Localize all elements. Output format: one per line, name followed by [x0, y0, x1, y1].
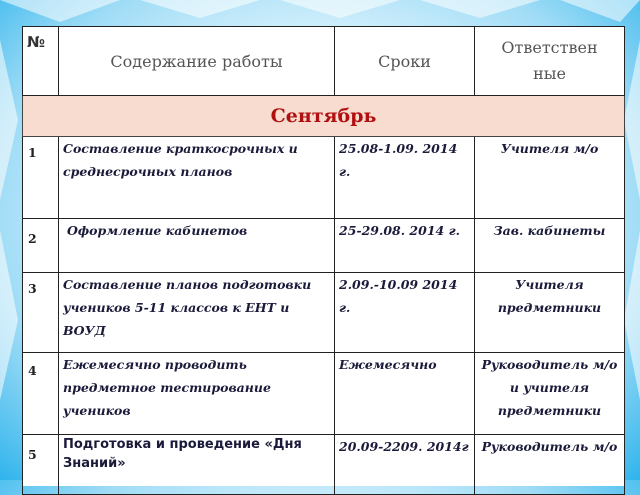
month-label: Сентябрь	[23, 96, 625, 137]
row-responsible: Руководитель м/о и учителя предметники	[475, 353, 625, 435]
table-row	[23, 435, 625, 495]
row-responsible: Учителя м/о	[475, 137, 625, 219]
table-row	[23, 137, 625, 219]
row-responsible: Учителя предметники	[475, 273, 625, 353]
row-work: Подготовка и проведение «Дня Знаний»	[59, 435, 335, 495]
month-row	[23, 96, 625, 137]
row-number: 4	[23, 353, 59, 435]
header-responsible: Ответствен ные	[475, 27, 625, 96]
row-work: Составление краткосрочных и среднесрочных планов	[59, 137, 335, 219]
row-work: Оформление кабинетов	[59, 219, 335, 273]
row-number: 5	[23, 435, 59, 495]
header-content: Содержание работы	[59, 27, 335, 96]
row-dates: 25.08-1.09. 2014 г.	[335, 137, 475, 219]
row-dates: Ежемесячно	[335, 353, 475, 435]
plan-sheet	[22, 26, 624, 486]
table-row	[23, 353, 625, 435]
row-number: 1	[23, 137, 59, 219]
row-responsible: Зав. кабинеты	[475, 219, 625, 273]
row-work: Ежемесячно проводить предметное тестирование учеников	[59, 353, 335, 435]
row-dates: 20.09-2209. 2014г	[335, 435, 475, 495]
row-number: 2	[23, 219, 59, 273]
header-number: №	[23, 27, 59, 96]
row-number: 3	[23, 273, 59, 353]
row-dates: 25-29.08. 2014 г.	[335, 219, 475, 273]
row-dates: 2.09.-10.09 2014 г.	[335, 273, 475, 353]
table-row	[23, 273, 625, 353]
header-dates: Сроки	[335, 27, 475, 96]
work-plan-table	[22, 26, 625, 495]
table-header-row	[23, 27, 625, 96]
table-row	[23, 219, 625, 273]
row-responsible: Руководитель м/о	[475, 435, 625, 495]
row-work: Составление планов подготовки учеников 5-11 классов к ЕНТ и ВОУД	[59, 273, 335, 353]
